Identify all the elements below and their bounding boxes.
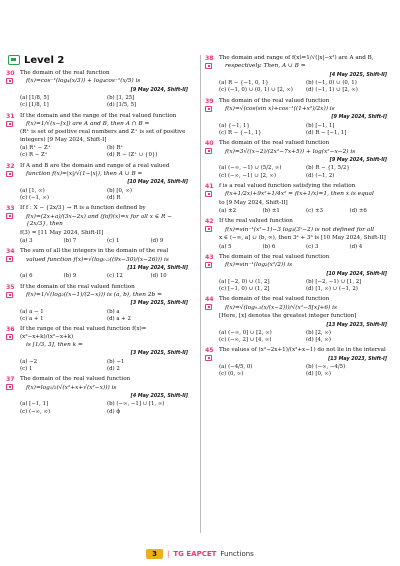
footer-separator: | bbox=[167, 550, 170, 558]
question-stem: If the domain and the range of the real valued function bbox=[20, 112, 177, 119]
page-footer bbox=[0, 548, 400, 560]
book-icon bbox=[205, 355, 212, 361]
question-stem: If the domain of the real valued function bbox=[20, 283, 135, 290]
question-formula: f(x)=log₁/₂(√(x²+x+√(x²−x))) is bbox=[26, 384, 117, 391]
answer-option[interactable]: (c) (−∞, ∞) bbox=[20, 408, 51, 415]
answer-options bbox=[20, 238, 188, 245]
answer-option[interactable]: (b) R − {1, 5/2} bbox=[306, 165, 350, 172]
answer-option[interactable]: (c) R − Z⁺ bbox=[20, 152, 48, 159]
answer-options bbox=[219, 330, 387, 344]
answer-options bbox=[20, 188, 188, 202]
book-icon bbox=[6, 292, 13, 298]
answer-option[interactable]: (a) [−1, 1] bbox=[20, 401, 49, 408]
question-number: 32 bbox=[6, 162, 15, 170]
question-stem: If f : X − {2x/3} → R is a function defined by bbox=[20, 205, 146, 212]
answer-option[interactable]: (b) [−2, −1) ∪ [1, 2] bbox=[306, 278, 362, 285]
question-number: 39 bbox=[205, 97, 214, 105]
question-item bbox=[6, 163, 188, 203]
question-formula: f(x)=sin⁻¹(log₂(x²/2)) is bbox=[225, 262, 293, 269]
question-note: (R⁺ is set of positive real numbers and Z⁺ is set of positive integers) [9 May 2024, Shift-I] bbox=[20, 129, 186, 143]
question-item bbox=[6, 376, 188, 416]
answer-option[interactable]: (c) (−∞, 2] ∪ [4, ∞) bbox=[219, 337, 272, 344]
answer-option[interactable]: (b) (−∞, −4/5) bbox=[306, 364, 346, 371]
question-stem: The domain of the real valued function bbox=[219, 97, 330, 104]
question-stem: The values of (x²−2x+1)/(x²+x−1) do not lie in the interval bbox=[219, 347, 386, 354]
question-stem: If A and B are the domain and range of a real valued bbox=[20, 162, 170, 169]
book-icon bbox=[205, 226, 212, 232]
right-column bbox=[205, 55, 387, 382]
book-icon bbox=[6, 213, 13, 219]
answer-options bbox=[20, 401, 188, 415]
level-title: Level 2 bbox=[24, 54, 65, 66]
question-note: [Here, [x] denotes the greatest integer function] bbox=[219, 313, 357, 320]
exam-reference: [10 May 2024, Shift-II] bbox=[127, 180, 188, 186]
question-formula: f(x)=√(log₀.₅(x/(x−2)))/√(x²−5[x]+6) is bbox=[225, 304, 337, 311]
answer-options bbox=[219, 208, 387, 215]
answer-option[interactable]: (a) ±2 bbox=[219, 208, 237, 215]
question-item bbox=[205, 98, 387, 138]
question-stem: The domain of the real valued function bbox=[219, 296, 330, 303]
answer-option[interactable]: (a) 6 bbox=[20, 273, 33, 280]
answer-option[interactable]: (c) 3 bbox=[306, 243, 319, 250]
question-stem: f is a real valued function satisfying the relation bbox=[219, 182, 356, 189]
answer-option[interactable]: (a) (−4/5, 0) bbox=[219, 364, 253, 371]
page-number: 3 bbox=[146, 549, 163, 559]
book-icon bbox=[205, 63, 212, 69]
question-item bbox=[6, 205, 188, 245]
question-formula: respectively. Then, A ∪ B = bbox=[225, 63, 306, 70]
answer-option[interactable]: (a) (−∞, −1) ∪ (5/2, ∞) bbox=[219, 165, 282, 172]
left-column bbox=[6, 70, 188, 419]
answer-option[interactable]: (c) a + 1 bbox=[20, 315, 44, 322]
answer-option[interactable]: (b) (−∞, −1] ∪ [1, ∞) bbox=[107, 401, 165, 408]
answer-option[interactable]: (d) R bbox=[107, 195, 121, 202]
answer-option[interactable]: (a) R − {−1, 0, 1} bbox=[219, 80, 269, 87]
question-note: x ∈ (−∞, a] ∪ (b, ∞), then 3ᵃ + 3ᵇ is [10 May 2024, Shift-II] bbox=[219, 235, 386, 242]
answer-option[interactable]: (d) 10 bbox=[150, 273, 167, 280]
question-stem: The domain of the real function bbox=[20, 70, 110, 76]
answer-option[interactable]: (c) ±3 bbox=[306, 208, 323, 215]
answer-options bbox=[20, 359, 188, 373]
question-number: 35 bbox=[6, 283, 15, 291]
question-number: 34 bbox=[6, 248, 15, 256]
question-item bbox=[6, 113, 188, 160]
answer-options bbox=[20, 309, 188, 323]
footer-brand: TG EAPCET bbox=[173, 550, 217, 558]
answer-option[interactable]: (a) [1, ∞) bbox=[20, 187, 45, 194]
answer-option[interactable]: (c) (−∞, −1) ∪ [2, ∞) bbox=[219, 172, 277, 179]
answer-option[interactable]: (b) [1, 25] bbox=[107, 95, 135, 102]
answer-option[interactable]: (c) 12 bbox=[107, 273, 123, 280]
exam-reference: [11 May 2024, Shift-II] bbox=[127, 265, 188, 271]
question-item bbox=[205, 254, 387, 294]
question-formula: f(x)=√(cos(sin x)+cos⁻¹((1+x²)/2x)) is bbox=[225, 106, 335, 113]
question-formula: is [1/3, 3], then k = bbox=[26, 341, 83, 348]
answer-option[interactable]: (b) [−1, 1] bbox=[306, 122, 335, 129]
answer-option[interactable]: (b) a bbox=[107, 308, 120, 315]
answer-option[interactable]: (d) [4, ∞) bbox=[306, 337, 331, 344]
book-icon bbox=[205, 106, 212, 112]
question-number: 31 bbox=[6, 112, 15, 120]
answer-option[interactable]: (a) (−∞, 0] ∪ [2, ∞) bbox=[219, 329, 272, 336]
answer-option[interactable]: (c) 1 bbox=[20, 365, 33, 372]
answer-option[interactable]: (d) (−1, 1) ∪ [2, ∞) bbox=[306, 87, 358, 94]
column-divider bbox=[200, 55, 201, 533]
book-icon bbox=[6, 256, 13, 262]
exam-reference: [9 May 2024, Shift-II] bbox=[329, 158, 387, 164]
question-number: 33 bbox=[6, 205, 15, 213]
answer-option[interactable]: (d) (−1, 2) bbox=[306, 172, 335, 179]
book-icon bbox=[6, 334, 13, 340]
question-stem: The sum of all the integers in the domain of the real bbox=[20, 248, 169, 255]
question-formula: f(x)=cos⁻¹(log₄(x/3)) + log₄cos⁻¹(x/5) is bbox=[26, 78, 141, 85]
answer-options bbox=[219, 244, 387, 251]
book-icon bbox=[6, 121, 13, 127]
book-icon bbox=[6, 78, 13, 84]
answer-option[interactable]: (a) a − 1 bbox=[20, 308, 44, 315]
exam-reference: [4 May 2025, Shift-II] bbox=[329, 72, 387, 78]
question-item bbox=[205, 183, 387, 215]
answer-option[interactable]: (d) [1/5, 5] bbox=[107, 102, 137, 109]
question-stem: The domain of the real valued function bbox=[219, 140, 330, 147]
question-formula: f(x)=3√((x−2)/(2x²−7x+5)) + log(x²−x−2) is bbox=[225, 148, 356, 155]
answer-option[interactable]: (d) 4 bbox=[349, 243, 363, 250]
answer-option[interactable]: (b) [0, ∞) bbox=[107, 187, 132, 194]
answer-options bbox=[20, 95, 188, 109]
answer-options bbox=[219, 279, 387, 293]
answer-option[interactable]: (c) [−1, 0) ∪ (1, 2] bbox=[219, 286, 270, 293]
answer-option[interactable]: (d) a + 2 bbox=[107, 315, 131, 322]
exam-reference: [3 May 2025, Shift-II] bbox=[130, 301, 188, 307]
answer-option[interactable]: (c) (−1, ∞) bbox=[20, 195, 50, 202]
answer-option[interactable]: (c) 1 bbox=[107, 237, 120, 244]
question-item bbox=[205, 347, 387, 378]
answer-option[interactable]: (c) (−1, 0) ∪ (0, 1) ∪ [2, ∞) bbox=[219, 87, 293, 94]
question-number: 37 bbox=[6, 376, 15, 384]
answer-options bbox=[219, 123, 387, 137]
question-formula: valued function f(x)=√(log₀.₂((9x−30)/(x−26))) is bbox=[26, 256, 169, 263]
answer-option[interactable]: (b) 6 bbox=[262, 243, 276, 250]
answer-option[interactable]: (a) R⁺ − Z⁺ bbox=[20, 145, 51, 152]
level-icon bbox=[8, 55, 20, 65]
question-item bbox=[6, 326, 188, 373]
question-formula: f(x)=1/√(log₂((x−1)/(2−x))) is (a, b), then 2b = bbox=[26, 291, 162, 298]
question-stem: The domain and range of f(x)=1/√(|x|−x²) are A and B, bbox=[219, 55, 374, 61]
answer-option[interactable]: (b) 7 bbox=[63, 237, 77, 244]
question-note: to [9 May 2024, Shift-II] bbox=[219, 199, 288, 206]
question-stem: If the range of the real valued function f(x)=(x²−x+k)/(x²−x+k) bbox=[20, 326, 147, 340]
answer-option[interactable]: (d) R − (Z⁺ ∪ {0}) bbox=[107, 152, 158, 159]
answer-option[interactable]: (b) (−1, 0) ∪ (0, 1) bbox=[306, 80, 357, 87]
question-item bbox=[205, 296, 387, 344]
question-number: 45 bbox=[205, 347, 214, 355]
answer-options bbox=[20, 273, 188, 280]
answer-option[interactable]: (b) ±1 bbox=[262, 208, 280, 215]
exam-reference: [9 May 2024, Shift-II] bbox=[130, 87, 188, 93]
answer-option[interactable]: (a) −2 bbox=[20, 358, 38, 365]
book-icon bbox=[205, 191, 212, 197]
question-formula: function f(x)=|x|/√(1−|x|), then A ∪ B = bbox=[26, 171, 143, 178]
answer-option[interactable]: (a) [1/8, 5] bbox=[20, 95, 49, 102]
exam-reference: [9 May 2024, Shift-I] bbox=[331, 115, 387, 121]
question-item bbox=[205, 140, 387, 180]
question-formula: f(x)=1/√(x−[x]) are A and B, then A ∩ B = bbox=[26, 121, 150, 128]
question-stem: The domain of the real valued function bbox=[20, 376, 131, 383]
answer-option[interactable]: (d) 2 bbox=[107, 365, 120, 372]
answer-option[interactable]: (d) 9 bbox=[150, 237, 164, 244]
answer-option[interactable]: (d) R − [−1, 1] bbox=[306, 130, 347, 137]
answer-option[interactable]: (b) 9 bbox=[63, 273, 77, 280]
question-number: 40 bbox=[205, 140, 214, 148]
answer-option[interactable]: (b) R⁺ bbox=[107, 145, 124, 152]
exam-reference: [10 May 2024, Shift-II] bbox=[326, 271, 387, 277]
question-number: 36 bbox=[6, 326, 15, 334]
question-number: 43 bbox=[205, 253, 214, 261]
question-formula: f(x)=sin⁻¹(x²−1)−3 log₃(3ˣ−2) is not defined for all bbox=[225, 226, 375, 233]
answer-options bbox=[219, 80, 387, 94]
question-number: 41 bbox=[205, 182, 214, 190]
answer-option[interactable]: (b) −1 bbox=[107, 358, 125, 365]
question-number: 38 bbox=[205, 55, 214, 62]
question-note: f(3) = [11 May 2024, Shift-II] bbox=[20, 229, 104, 236]
answer-option[interactable]: (d) ±6 bbox=[349, 208, 367, 215]
answer-options bbox=[219, 165, 387, 179]
exam-reference: [13 May 2023, Shift-I] bbox=[328, 356, 387, 362]
answer-option[interactable]: (a) {−1, 1} bbox=[219, 122, 250, 129]
answer-option[interactable]: (c) (0, ∞) bbox=[219, 371, 244, 378]
level-header bbox=[8, 53, 64, 67]
question-formula: f(x+1/2x)+9x²+1/4x² = f(x+1/x)=1, then x is equal bbox=[225, 191, 374, 198]
answer-option[interactable]: (a) 5 bbox=[219, 243, 232, 250]
question-item bbox=[6, 248, 188, 280]
answer-option[interactable]: (c) [1/8, 1] bbox=[20, 102, 49, 109]
answer-option[interactable]: (b) [2, ∞) bbox=[306, 329, 331, 336]
book-icon bbox=[205, 304, 212, 310]
answer-options bbox=[20, 145, 188, 159]
book-icon bbox=[205, 148, 212, 154]
answer-option[interactable]: (a) 3 bbox=[20, 237, 33, 244]
exam-reference: [13 May 2023, Shift-II] bbox=[326, 322, 387, 328]
question-item bbox=[6, 70, 188, 110]
book-icon bbox=[205, 262, 212, 268]
answer-option[interactable]: (d) [1, ∞) ∪ (−1, 2) bbox=[306, 286, 358, 293]
book-icon bbox=[6, 384, 13, 390]
answer-option[interactable]: (d) [0, ∞) bbox=[306, 371, 331, 378]
book-icon bbox=[6, 171, 13, 177]
question-formula: f(x)=(2x+a)/(3x−2x) and (fof)(x)=x for all x ∈ R − {2x/3}, then bbox=[26, 213, 173, 228]
question-number: 30 bbox=[6, 70, 15, 77]
answer-options bbox=[219, 364, 387, 378]
question-stem: If the real valued function bbox=[219, 218, 293, 225]
answer-option[interactable]: (a) [−2, 0) ∪ (1, 2] bbox=[219, 278, 270, 285]
question-item bbox=[6, 284, 188, 324]
exam-reference: [3 May 2025, Shift-II] bbox=[130, 351, 188, 357]
question-item bbox=[205, 55, 387, 95]
question-item bbox=[205, 218, 387, 250]
question-stem: The domain of the real valued function bbox=[219, 253, 330, 260]
question-number: 42 bbox=[205, 218, 214, 226]
footer-subject: Functions bbox=[220, 550, 254, 558]
answer-option[interactable]: (c) R − {−1, 1} bbox=[219, 130, 262, 137]
question-number: 44 bbox=[205, 296, 214, 304]
answer-option[interactable]: (d) ϕ bbox=[107, 408, 121, 415]
exam-reference: [4 May 2025, Shift-II] bbox=[130, 394, 188, 399]
